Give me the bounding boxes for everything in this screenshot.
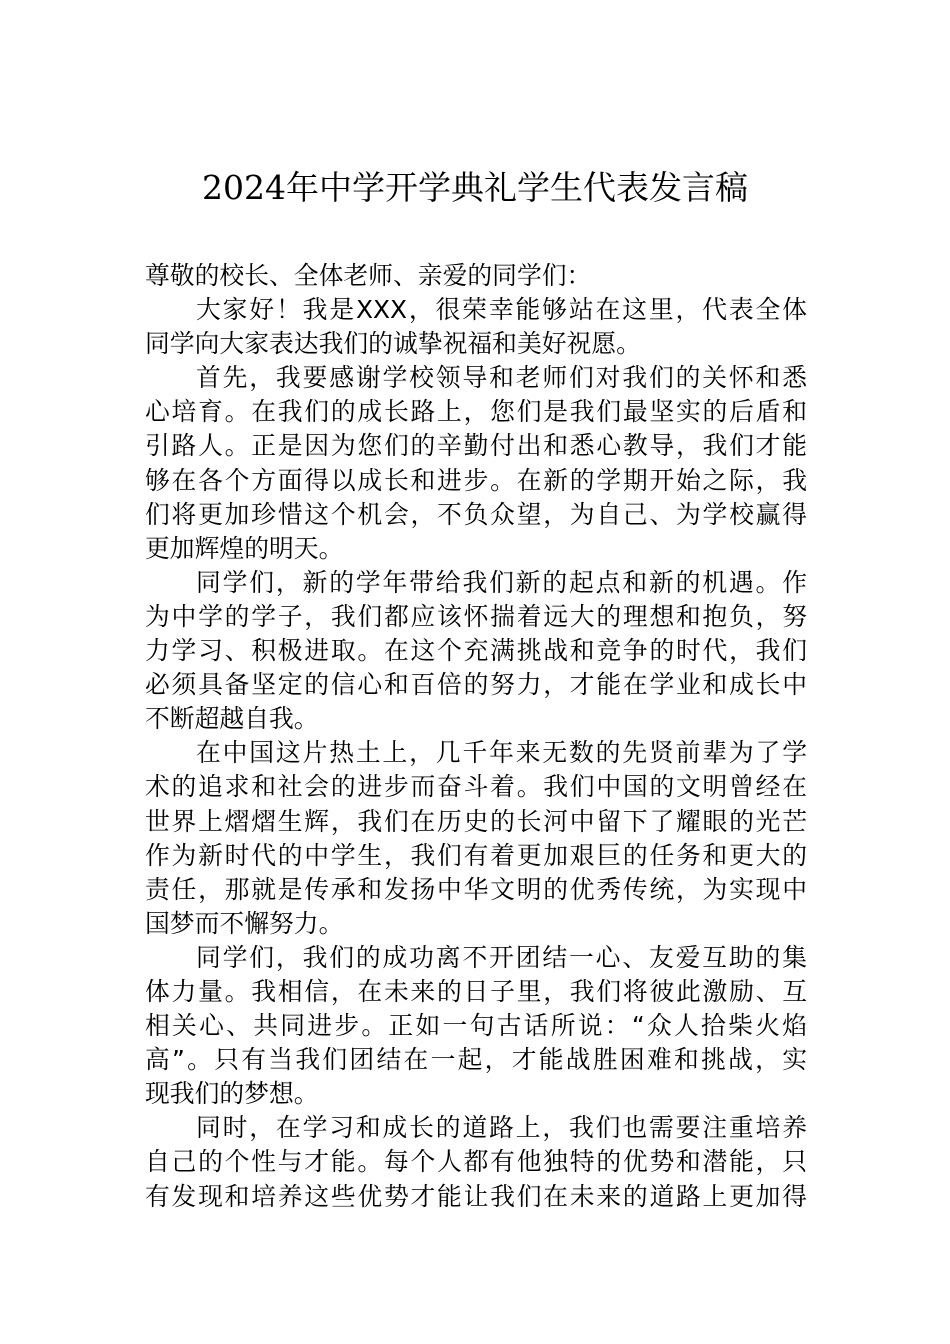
body-line: 相关心、共同进步。正如一句古话所说：“众人拾柴火焰 xyxy=(145,1011,807,1041)
body-line: 责任，那就是传承和发扬中华文明的优秀传统，为实现中 xyxy=(145,874,807,904)
body-line: 世界上熠熠生辉，我们在历史的长河中留下了耀眼的光芒 xyxy=(145,806,807,836)
body-line: 大家好！我是XXX，很荣幸能够站在这里，代表全体 xyxy=(196,295,807,325)
body-line: 高”。只有当我们团结在一起，才能战胜困难和挑战，实 xyxy=(145,1045,807,1075)
body-line: 作为新时代的中学生，我们有着更加艰巨的任务和更大的 xyxy=(145,840,807,870)
body-line: 自己的个性与才能。每个人都有他独特的优势和潜能，只 xyxy=(145,1147,807,1177)
body-line: 同学们，我们的成功离不开团结一心、友爱互助的集 xyxy=(196,942,807,972)
body-line: 在中国这片热土上，几千年来无数的先贤前辈为了学 xyxy=(196,738,807,768)
body-line: 更加辉煌的明天。 xyxy=(145,533,344,563)
body-line: 为中学的学子，我们都应该怀揣着远大的理想和抱负，努 xyxy=(145,601,807,631)
body-line: 首先，我要感谢学校领导和老师们对我们的关怀和悉 xyxy=(196,363,807,393)
body-line: 必须具备坚定的信心和百倍的努力，才能在学业和成长中 xyxy=(145,670,807,700)
document-body xyxy=(145,259,807,1214)
body-line: 国梦而不懈努力。 xyxy=(145,908,344,938)
body-line: 同时，在学习和成长的道路上，我们也需要注重培养 xyxy=(196,1113,807,1143)
body-line: 现我们的梦想。 xyxy=(145,1079,319,1109)
body-line: 不断超越自我。 xyxy=(145,704,319,734)
body-line: 心培育。在我们的成长路上，您们是我们最坚实的后盾和 xyxy=(145,397,807,427)
body-line: 尊敬的校长、全体老师、亲爱的同学们： xyxy=(145,261,592,290)
body-line: 术的追求和社会的进步而奋斗着。我们中国的文明曾经在 xyxy=(145,772,807,802)
body-line: 够在各个方面得以成长和进步。在新的学期开始之际，我 xyxy=(145,465,807,495)
body-line: 们将更加珍惜这个机会，不负众望，为自己、为学校赢得 xyxy=(145,499,807,529)
body-line: 体力量。我相信，在未来的日子里，我们将彼此激励、互 xyxy=(145,976,807,1006)
body-line: 有发现和培养这些优势才能让我们在未来的道路上更加得 xyxy=(145,1181,807,1211)
body-line: 同学向大家表达我们的诚挚祝福和美好祝愿。 xyxy=(145,329,641,359)
body-line: 同学们，新的学年带给我们新的起点和新的机遇。作 xyxy=(196,567,807,597)
body-line: 引路人。正是因为您们的辛勤付出和悉心教导，我们才能 xyxy=(145,431,807,461)
body-line: 力学习、积极进取。在这个充满挑战和竞争的时代，我们 xyxy=(145,636,807,666)
document-title: 2024年中学开学典礼学生代表发言稿 xyxy=(202,168,748,207)
